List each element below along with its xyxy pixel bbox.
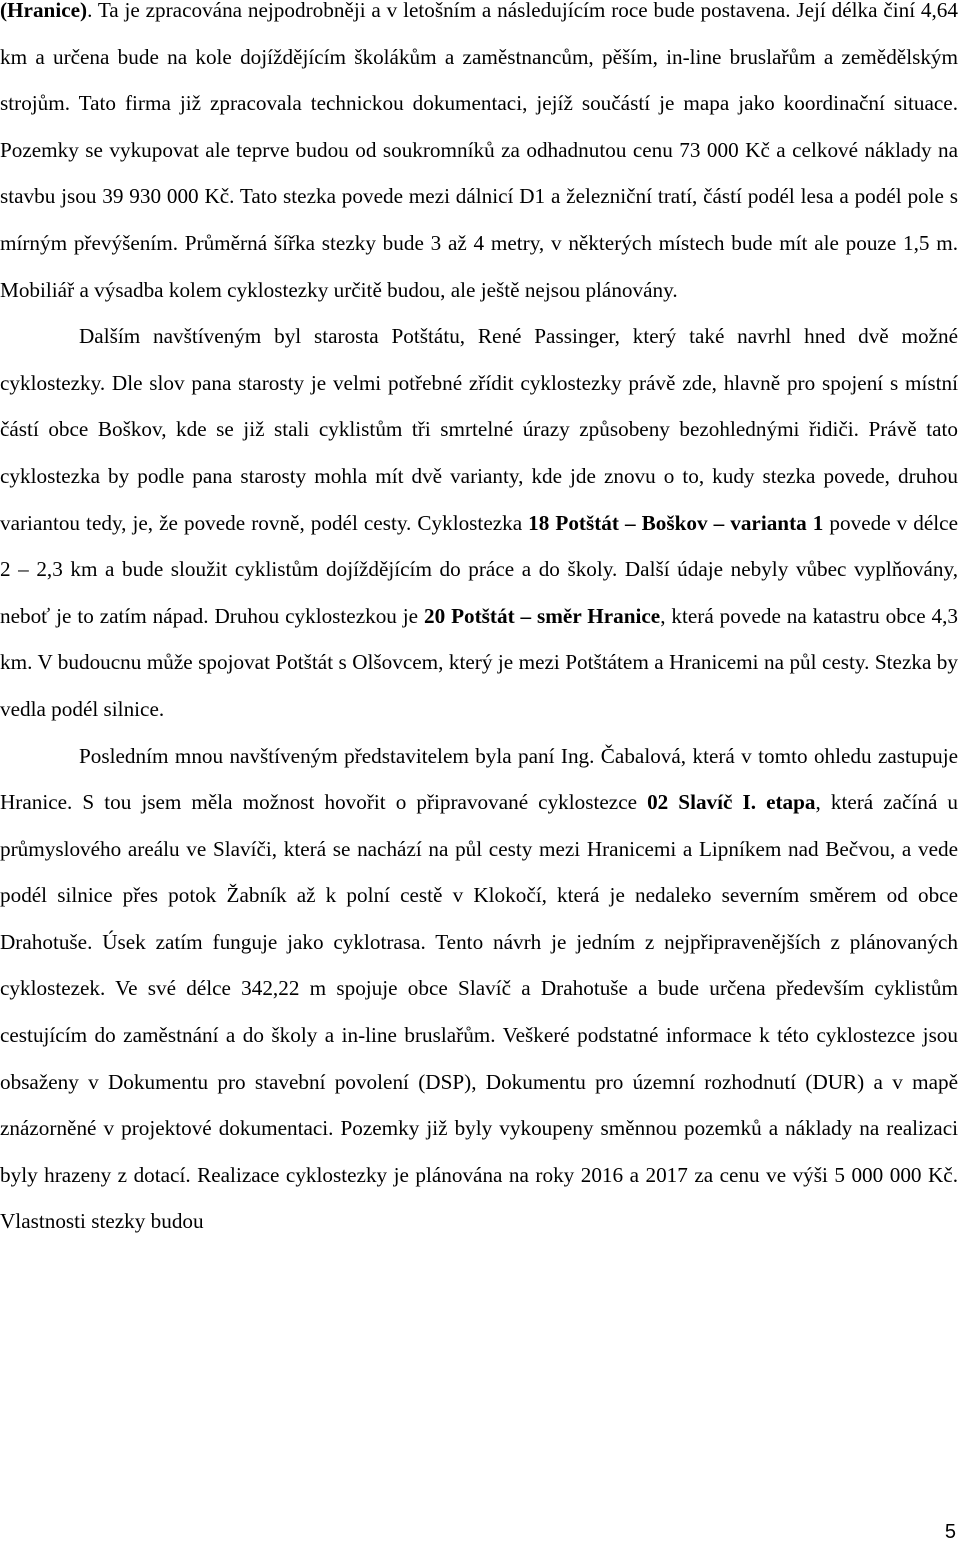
paragraph-3 [0, 733, 958, 1246]
paragraph-3-text-1: Posledním mnou navštíveným představitelem byla paní Ing. Čabalová, která v tomto ohledu zastupuje Hranice. S tou jsem měla možnost hovořit o připravované cyklostezce [0, 743, 958, 815]
paragraph-1-bold-1: (Hranice) [0, 0, 88, 22]
paragraph-2-text-3: , která povede na katastru obce 4,3 km. V budoucnu může spojovat Potštát s Olšovcem, který je mezi Potštátem a Hranicemi na půl cesty. Stezka by vedla podél silnice. [0, 603, 959, 721]
paragraph-2 [0, 313, 958, 732]
paragraph-3-bold-1: 02 Slavíč I. etapa [647, 790, 816, 815]
page-number: 5 [944, 1521, 956, 1543]
paragraph-2-text-2: povede v délce 2 – 2,3 km a bude sloužit cyklistům dojíždějícím do práce a do školy. Další údaje nebyly vůbec vyplňovány, neboť je to zatím nápad. Druhou cyklostezkou je [0, 510, 958, 628]
paragraph-2-bold-1: 18 Potštát – Boškov – varianta 1 [528, 510, 824, 535]
paragraph-1 [0, 0, 958, 313]
paragraph-3-text-2: , která začíná u průmyslového areálu ve Slavíči, která se nachází na půl cesty mezi Hranicemi a Lipníkem nad Bečvou, a vede podél silnice přes potok Žabník až k polní cestě v Klokočí, která je nedaleko severním směrem od obce Drahotuše. Úsek zatím funguje jako cyklotrasa. Tento návrh je jedním z nejpřipravenějších z plánovaných cyklostezek. Ve své délce 342,22 m spojuje obce Slavíč a Drahotuše a bude určena především cyklistům cestujícím do zaměstnání a do školy a in-line bruslařům. Veškeré podstatné informace k této cyklostezce jsou obsaženy v Dokumentu pro stavební povolení (DSP), Dokumentu pro územní rozhodnutí (DUR) a v mapě znázorněné v projektové dokumentaci. Pozemky již byly vykoupeny směnnou pozemků a náklady na realizaci byly hrazeny z dotací. Realizace cyklostezky je plánována na roky 2016 a 2017 za cenu ve výši 5 000 000 Kč. Vlastnosti stezky budou [0, 790, 958, 1234]
paragraph-2-bold-2: 20 Potštát – směr Hranice [424, 603, 661, 628]
paragraph-2-text-1: Dalším navštíveným byl starosta Potštátu, René Passinger, který také navrhl hned dvě možné cyklostezky. Dle slov pana starosty je velmi potřebné zřídit cyklostezky právě zde, hlavně pro spojení s místní částí obce Boškov, kde se již stali cyklistům tři smrtelné úrazy způsobeny bezohlednými řidiči. Právě tato cyklostezka by podle pana starosty mohla mít dvě varianty, kde jde znovu o to, kudy stezka povede, druhou variantou tedy, je, že povede rovně, podél cesty. Cyklostezka [0, 324, 958, 535]
paragraph-1-text-1: . Ta je zpracována nejpodrobněji a v letošním a následujícím roce bude postavena. Její délka činí 4,64 km a určena bude na kole dojíždějícím školákům a zaměstnancům, pěším, in-line bruslařům a zemědělským strojům. Tato firma již zpracovala technickou dokumentaci, jejíž součástí je mapa jako koordinační situace. Pozemky se vykupovat ale teprve budou od soukromníků za odhadnutou cenu 73 000 Kč a celkové náklady na stavbu jsou 39 930 000 Kč. Tato stezka povede mezi dálnicí D1 a železniční tratí, částí podél lesa a podél pole s mírným převýšením. Průměrná šířka stezky bude 3 až 4 metry, v některých místech bude mít ale pouze 1,5 m. Mobiliář a výsadba kolem cyklostezky určitě budou, ale ještě nejsou plánovány. [0, 0, 958, 302]
